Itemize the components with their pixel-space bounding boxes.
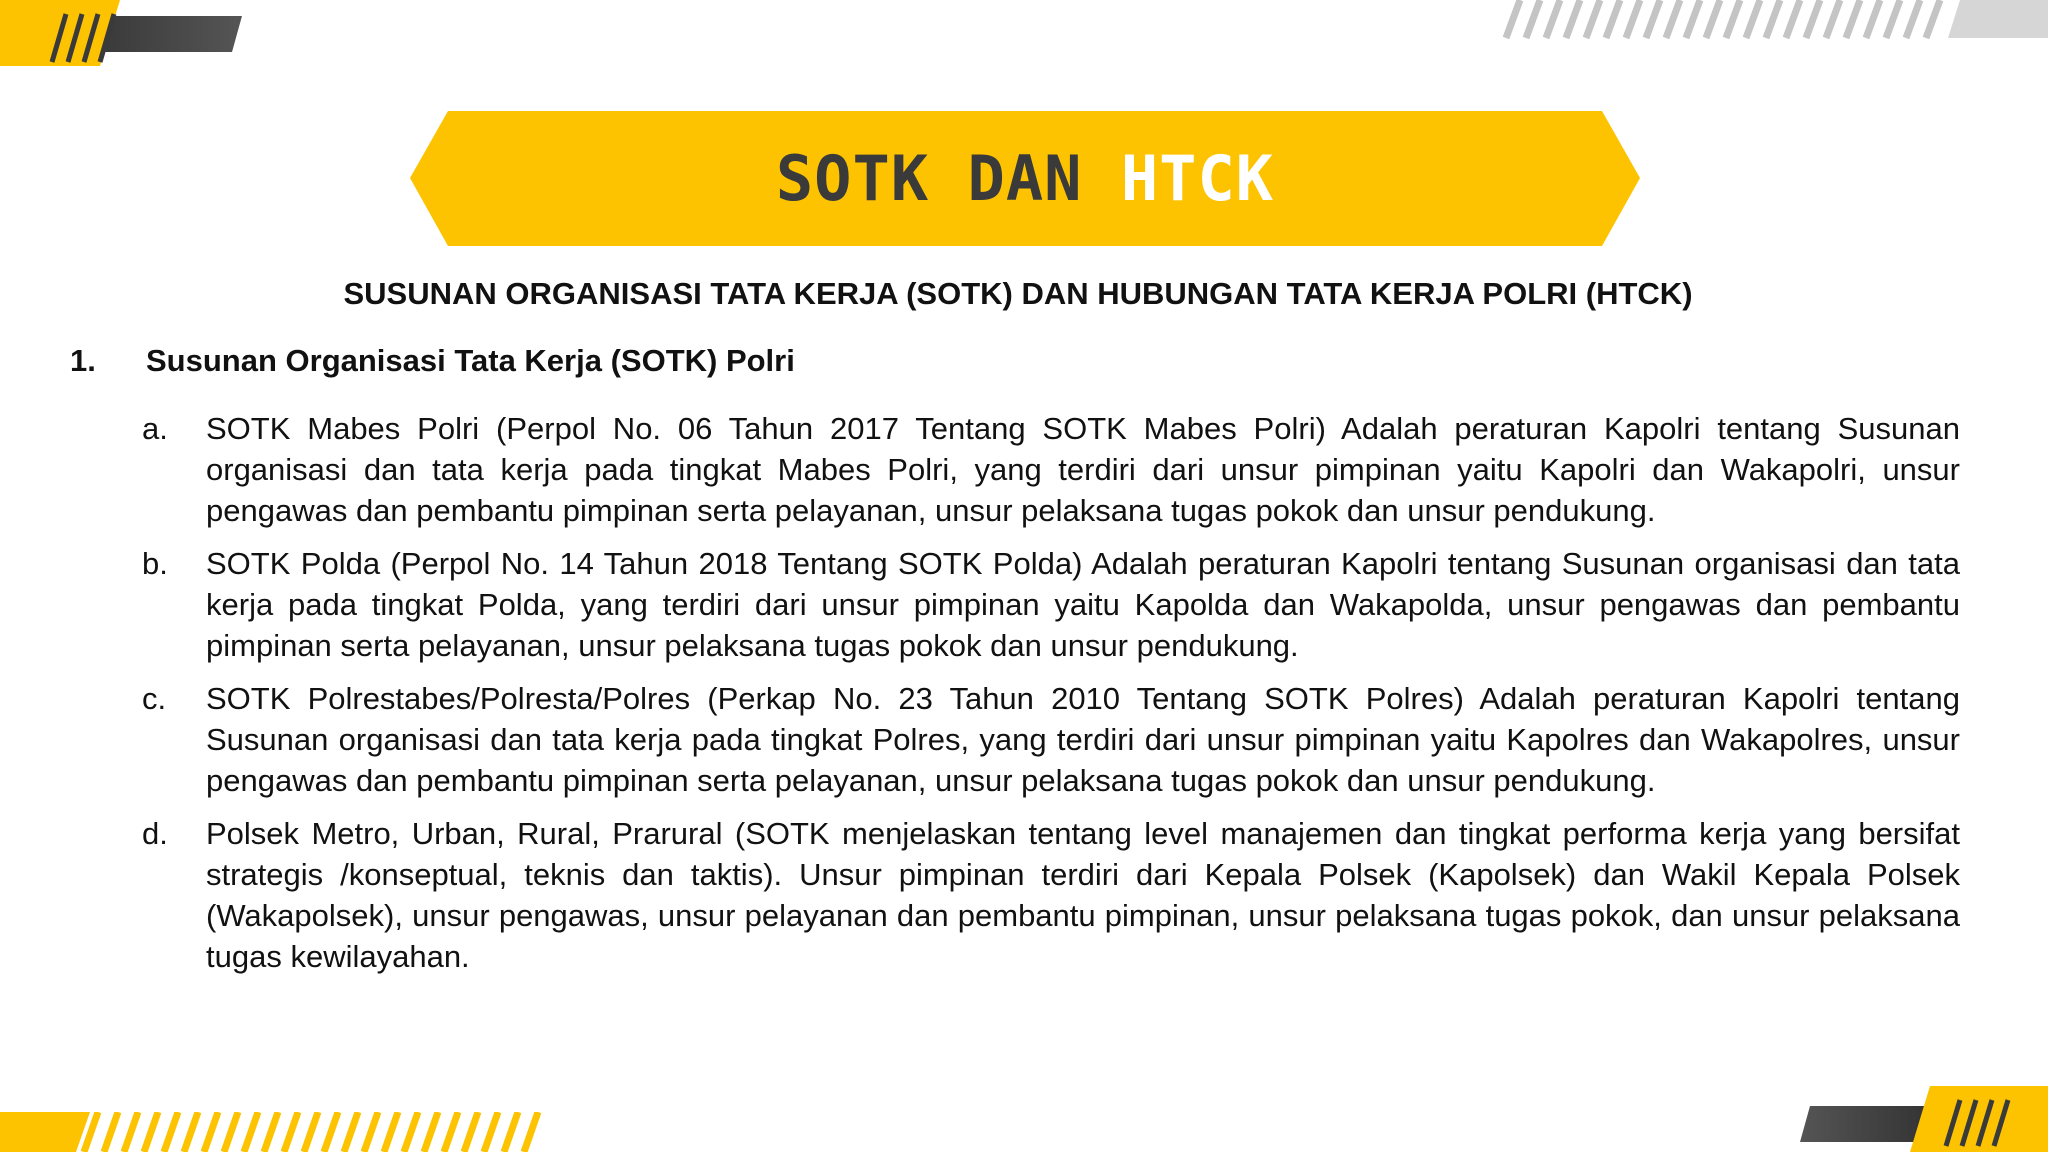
- list-item-letter: d.: [142, 816, 168, 851]
- list-item-letter: c.: [142, 681, 167, 716]
- list-item: [142, 678, 1960, 801]
- sotk-list: [142, 408, 1960, 989]
- section-number: 1.: [70, 343, 96, 378]
- list-item: [142, 813, 1960, 977]
- title-part-dark: SOTK DAN: [775, 142, 1083, 215]
- title-banner: [410, 111, 1640, 246]
- section-title: Susunan Organisasi Tata Kerja (SOTK) Polri: [146, 343, 795, 378]
- top-right-stripe-decoration: [1490, 0, 2048, 40]
- list-item: [142, 408, 1960, 531]
- title-part-light: HTCK: [1120, 142, 1275, 215]
- list-item-letter: a.: [142, 411, 168, 446]
- list-item-letter: b.: [142, 546, 168, 581]
- bottom-left-stripe-decoration: [0, 1112, 560, 1152]
- slide-title: [410, 111, 1640, 246]
- list-item-text: SOTK Mabes Polri (Perpol No. 06 Tahun 2017 Tentang SOTK Mabes Polri) Adalah peraturan Kapolri tentang Susunan organisasi dan tata kerja pada tingkat Mabes Polri, yang terdiri dari unsur pimpinan yaitu Kapolri dan Wakapolri, unsur pengawas dan pembantu pimpinan serta pelayanan, unsur pelaksana tugas pokok dan unsur pendukung.: [206, 411, 1960, 528]
- top-left-stripe-decoration: [0, 0, 250, 66]
- list-item: [142, 543, 1960, 666]
- list-item-text: SOTK Polrestabes/Polresta/Polres (Perkap No. 23 Tahun 2010 Tentang SOTK Polres) Adalah peraturan Kapolri tentang Susunan organisasi dan tata kerja pada tingkat Polres, yang terdiri dari unsur pimpinan yaitu Kapolres dan Wakapolres, unsur pengawas dan pembantu pimpinan serta pelayanan, unsur pelaksana tugas pokok dan unsur pendukung.: [206, 681, 1960, 798]
- list-item-text: SOTK Polda (Perpol No. 14 Tahun 2018 Tentang SOTK Polda) Adalah peraturan Kapolri tentang Susunan organisasi dan tata kerja pada tingkat Polda, yang terdiri dari unsur pimpinan yaitu Kapolda dan Wakapolda, unsur pengawas dan pembantu pimpinan serta pelayanan, unsur pelaksana tugas pokok dan unsur pendukung.: [206, 546, 1960, 663]
- bottom-right-stripe-decoration: [1800, 1086, 2048, 1152]
- list-item-text: Polsek Metro, Urban, Rural, Prarural (SOTK menjelaskan tentang level manajemen dan tingkat performa kerja yang bersifat strategis /konseptual, teknis dan taktis). Unsur pimpinan terdiri dari Kepala Polsek (Kapolsek) dan Wakil Kepala Polsek (Wakapolsek), unsur pengawas, unsur pelayanan dan pembantu pimpinan, unsur pelaksana tugas pokok, dan unsur pelaksana tugas kewilayahan.: [206, 816, 1960, 974]
- slide-subtitle: SUSUNAN ORGANISASI TATA KERJA (SOTK) DAN HUBUNGAN TATA KERJA POLRI (HTCK): [343, 276, 1693, 311]
